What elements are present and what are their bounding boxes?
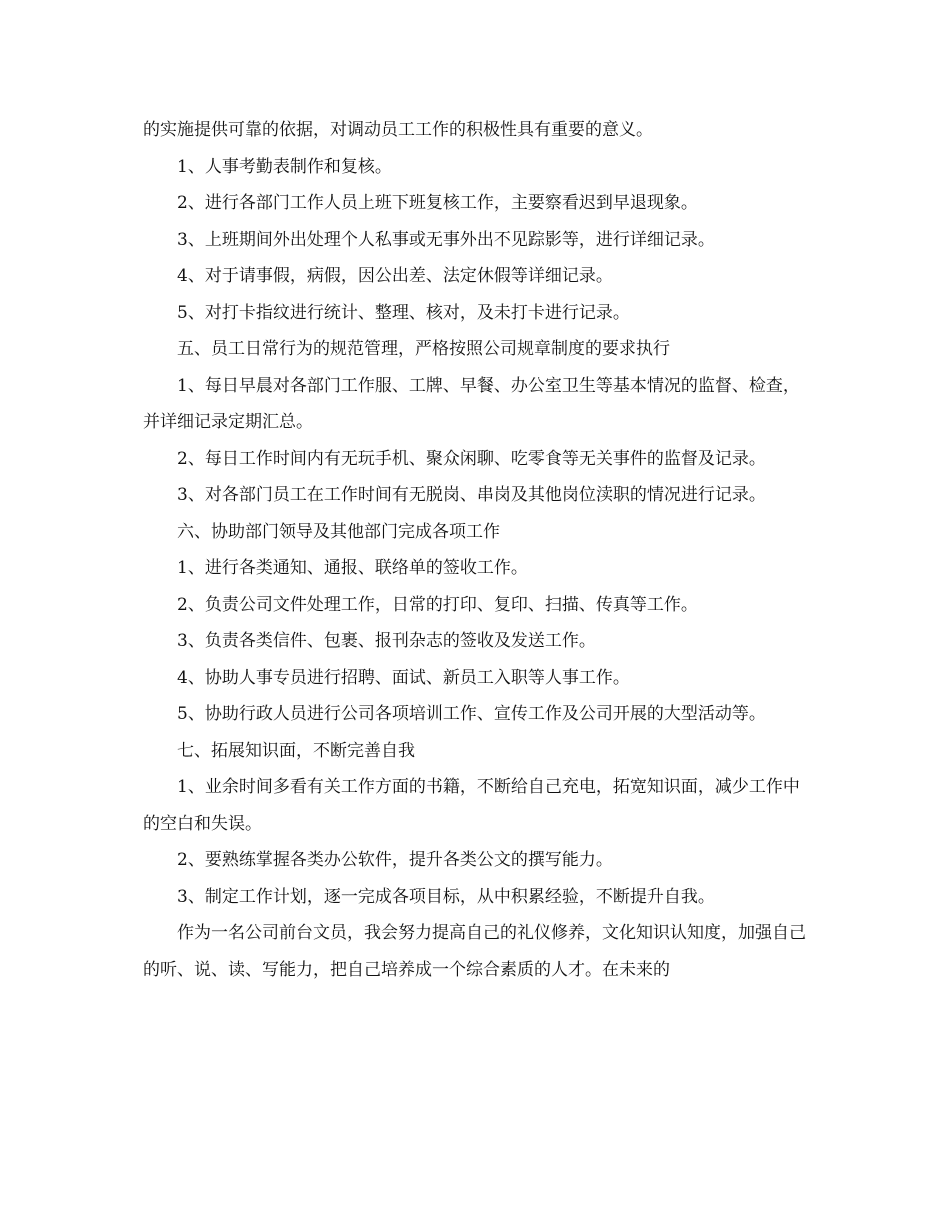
paragraph: 2、要熟练掌握各类办公软件，提升各类公文的撰写能力。 (177, 850, 613, 870)
paragraph: 2、负责公司文件处理工作，日常的打印、复印、扫描、传真等工作。 (177, 594, 698, 615)
paragraph: 5、协助行政人员进行公司各项培训工作、宣传工作及公司开展的大型活动等。 (177, 704, 766, 724)
section-heading: 五、员工日常行为的规范管理，严格按照公司规章制度的要求执行 (177, 339, 670, 359)
paragraph: 1、每日早晨对各部门工作服、工牌、早餐、办公室卫生等基本情况的监督、检查，并详细记录定期汇总。 (143, 375, 800, 432)
section-heading: 七、拓展知识面，不断完善自我 (177, 740, 415, 761)
paragraph: 4、对于请事假，病假，因公出差、法定休假等详细记录。 (177, 266, 613, 286)
paragraph: 的实施提供可靠的依据，对调动员工工作的积极性具有重要的意义。 (143, 120, 653, 140)
paragraph: 3、负责各类信件、包裹、报刊杂志的签收及发送工作。 (177, 631, 596, 651)
paragraph: 3、制定工作计划，逐一完成各项目标，从中积累经验，不断提升自我。 (177, 886, 715, 907)
paragraph: 作为一名公司前台文员，我会努力提高自己的礼仪修养，文化知识认知度，加强自己的听、说、读、写能力，把自己培养成一个综合素质的人才。在未来的 (143, 923, 806, 980)
paragraph: 4、协助人事专员进行招聘、面试、新员工入职等人事工作。 (177, 667, 630, 688)
paragraph: 1、人事考勤表制作和复核。 (177, 156, 392, 177)
paragraph: 3、对各部门员工在工作时间有无脱岗、串岗及其他岗位渎职的情况进行记录。 (177, 485, 766, 505)
paragraph: 2、进行各部门工作人员上班下班复核工作，主要察看迟到早退现象。 (177, 193, 698, 213)
paragraph: 3、上班期间外出处理个人私事或无事外出不见踪影等，进行详细记录。 (177, 229, 715, 250)
paragraph: 1、业余时间多看有关工作方面的书籍，不断给自己充电，拓宽知识面，减少工作中的空白和失误。 (143, 777, 800, 834)
document-body (143, 112, 813, 988)
paragraph: 2、每日工作时间内有无玩手机、聚众闲聊、吃零食等无关事件的监督及记录。 (177, 448, 766, 469)
paragraph: 1、进行各类通知、通报、联络单的签收工作。 (177, 558, 528, 578)
section-heading: 六、协助部门领导及其他部门完成各项工作 (177, 521, 500, 542)
paragraph: 5、对打卡指纹进行统计、整理、核对，及未打卡进行记录。 (177, 302, 630, 323)
